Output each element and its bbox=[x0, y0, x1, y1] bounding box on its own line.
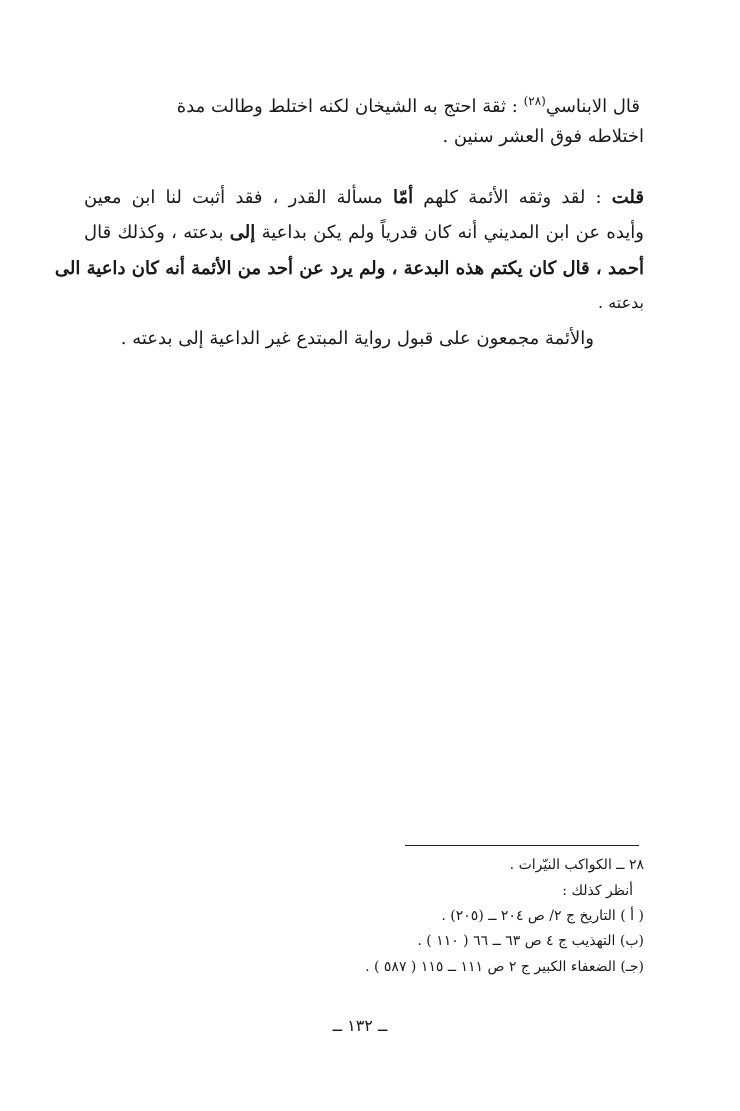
footnote-28: ٢٨ ــ الكواكب النيّرات . bbox=[509, 857, 644, 873]
bold-word: إلى bbox=[229, 222, 256, 243]
paragraph-1-line-1 bbox=[177, 86, 640, 122]
paragraph-2-line-1 bbox=[84, 183, 644, 213]
bold-name: أحمد bbox=[608, 258, 644, 279]
text-segment: ، قال كان يكتم هذه البدعة ، ولم يرد عن أحد من الأئمة أنه كان داعية الى bbox=[54, 258, 609, 279]
bold-word: أمّا bbox=[392, 187, 414, 208]
text-segment: وأيده عن ابن المديني أنه كان قدرياً ولم يكن بداعية bbox=[255, 222, 644, 243]
text-segment: : لقد وثقه الأئمة كلهم bbox=[413, 187, 612, 208]
footnote-see-also: أنظر كذلك : bbox=[562, 883, 633, 899]
page-number: ــ ١٣٢ ــ bbox=[332, 1016, 388, 1035]
footnote-ref-b: (ب) التهذيب ج ٤ ص ٦٣ ــ ٦٦ ( ١١٠ ) . bbox=[417, 933, 644, 949]
paragraph-2-line-2 bbox=[84, 218, 644, 248]
footnote-ref-a: ( أ ) التاريخ ج ٢/ ص ٢٠٤ ــ (٢٠٥) . bbox=[441, 908, 644, 924]
text-segment: مسألة القدر ، فقد أثبت لنا ابن معين bbox=[84, 187, 393, 208]
text-segment: قال الابناسي bbox=[545, 96, 640, 117]
qult-heading: قلت bbox=[611, 187, 644, 208]
paragraph-2-line-4: بدعته . bbox=[598, 293, 644, 312]
footnote-separator bbox=[405, 845, 639, 846]
paragraph-2-line-3 bbox=[54, 254, 644, 284]
paragraph-1-line-2: اختلاطه فوق العشر سنين . bbox=[442, 126, 644, 147]
footnote-reference: (٢٨) bbox=[523, 94, 546, 108]
paragraph-3: والأئمة مجمعون على قبول رواية المبتدع غير الداعية إلى بدعته . bbox=[120, 328, 594, 349]
text-segment: بدعته ، وكذلك قال bbox=[84, 222, 230, 243]
text-segment: : ثقة احتج به الشيخان لكنه اختلط وطالت مدة bbox=[176, 96, 524, 117]
footnote-ref-c: (جـ) الضعفاء الكبير ج ٢ ص ١١١ ــ ١١٥ ( ٥٨٧ ) . bbox=[365, 959, 644, 975]
